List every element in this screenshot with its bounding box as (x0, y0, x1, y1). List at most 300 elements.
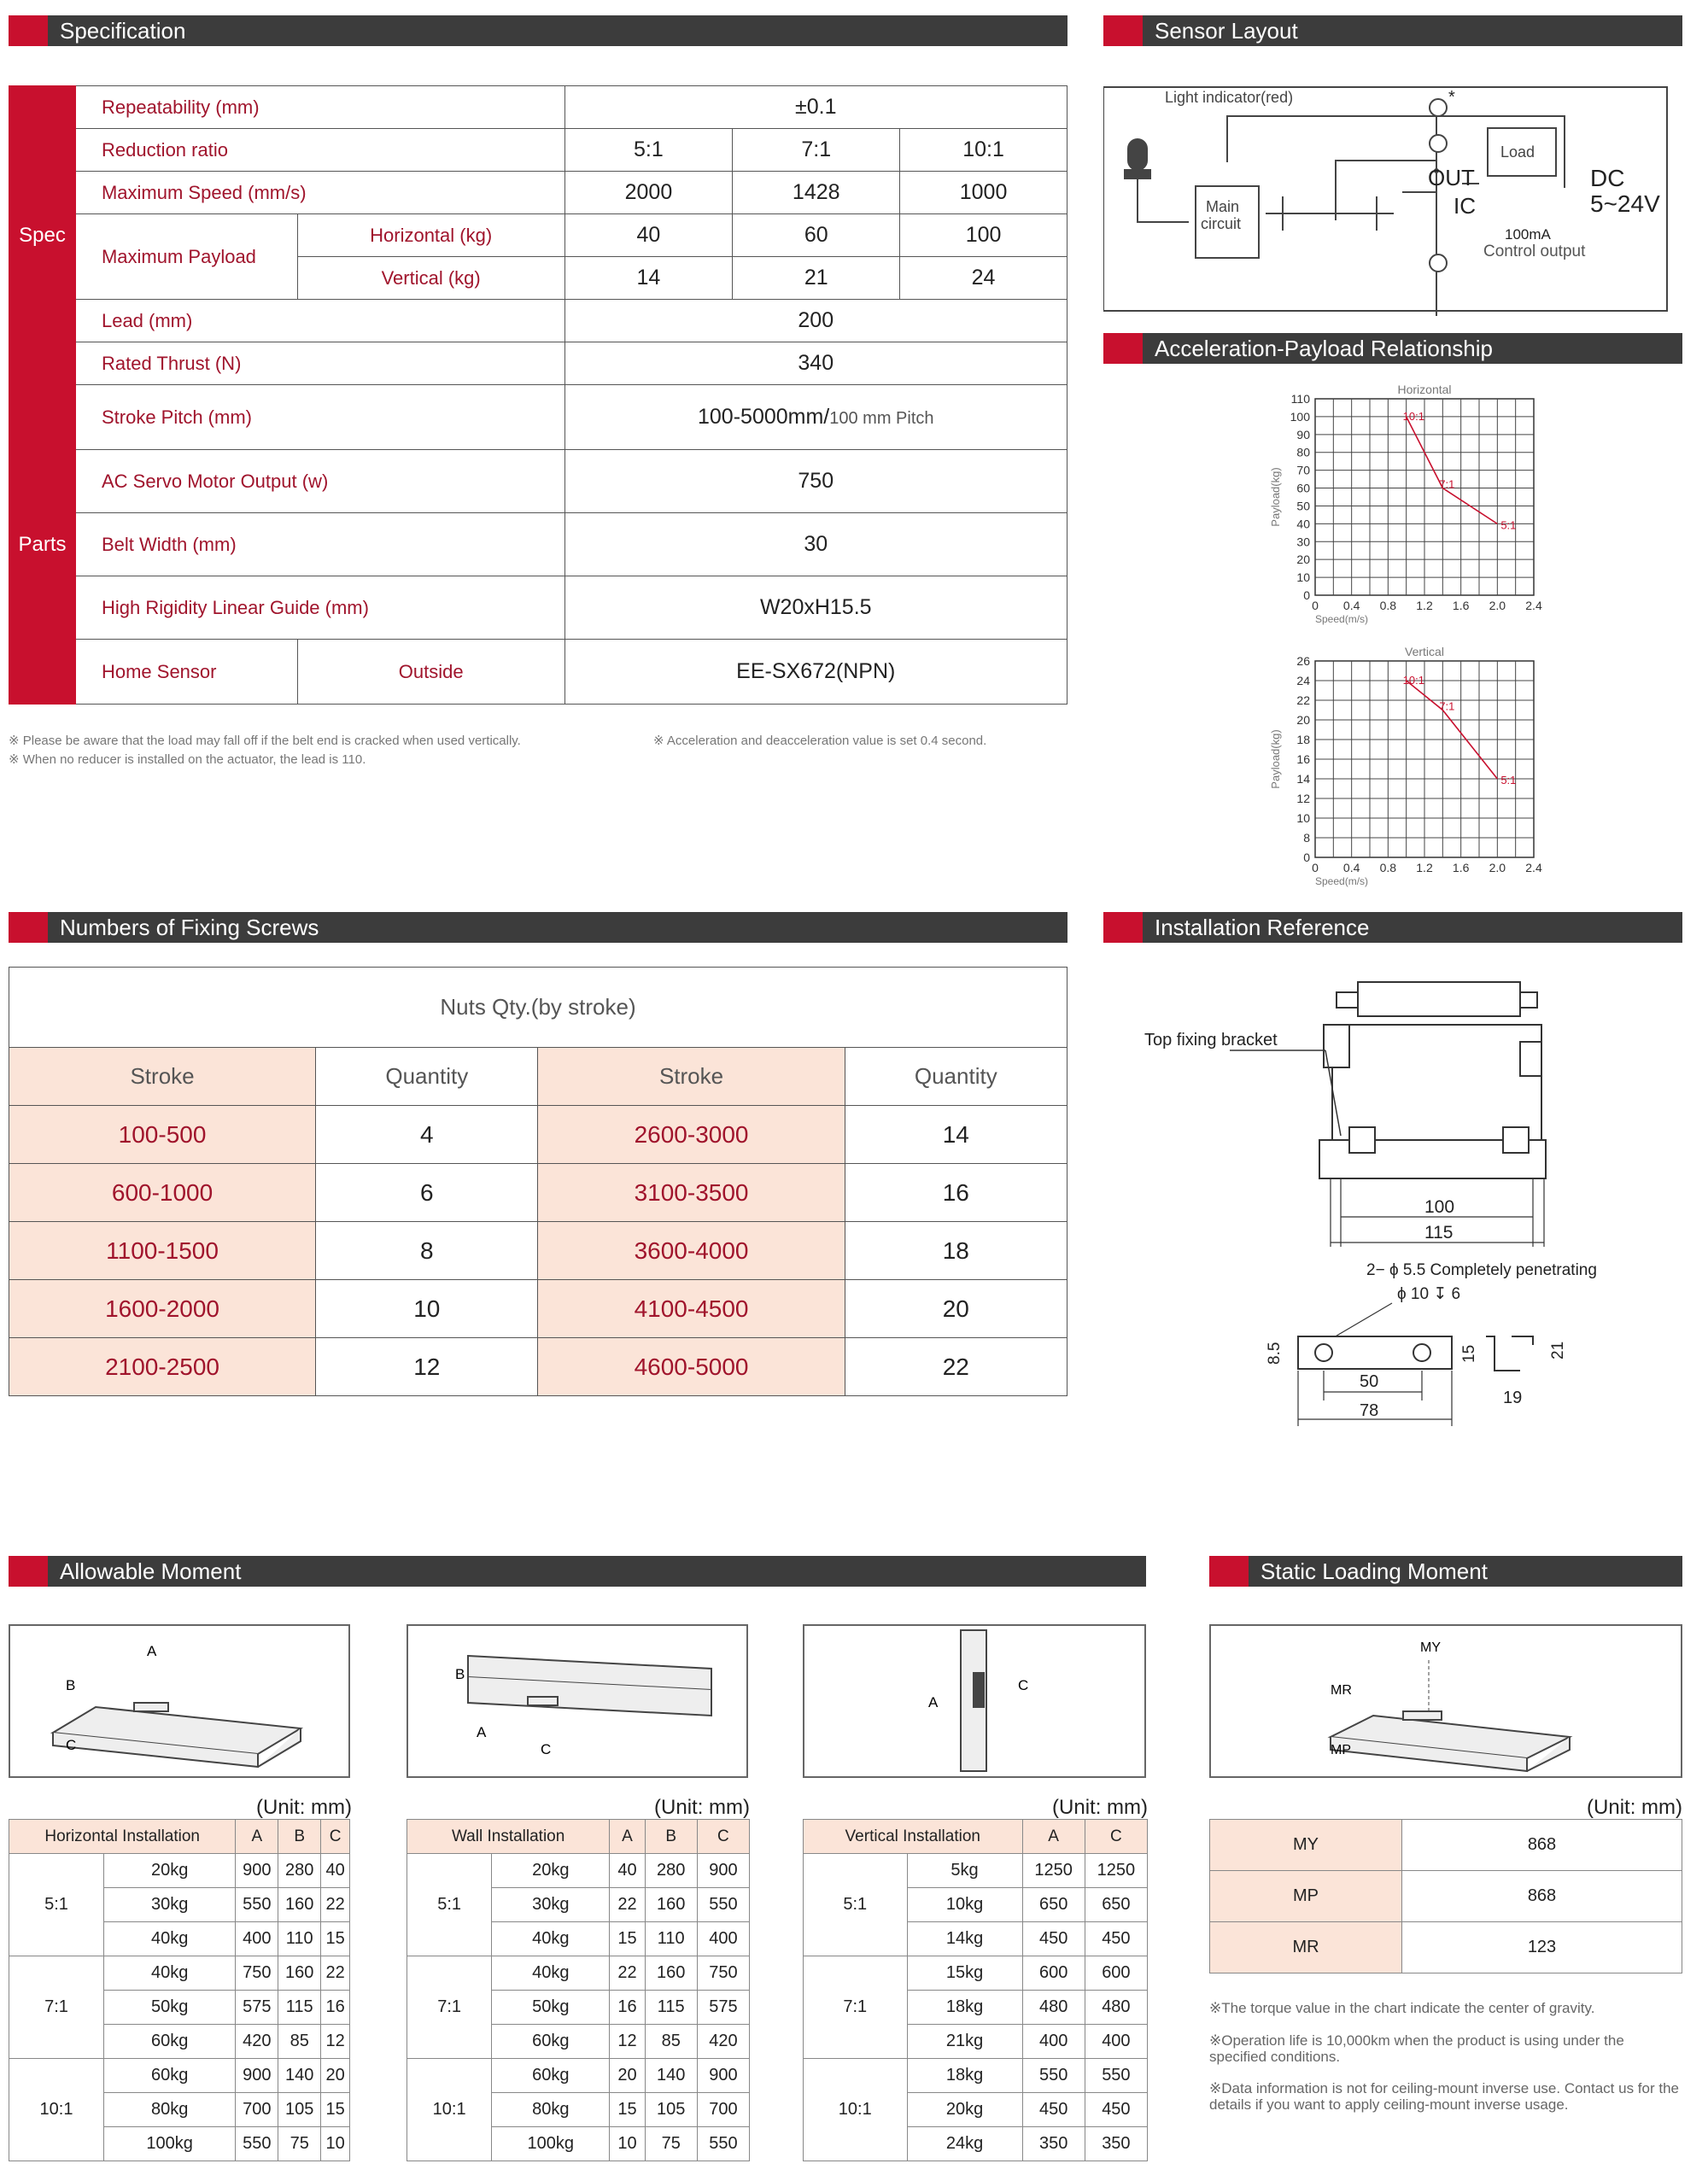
dim-19: 19 (1503, 1389, 1523, 1407)
y-tick-label: 14 (1296, 772, 1310, 786)
dim-78: 78 (1360, 1401, 1379, 1420)
value-cell: 600 (1022, 1956, 1085, 1991)
y-tick-label: 60 (1296, 481, 1310, 495)
y-tick-label: 110 (1290, 392, 1310, 406)
y-tick-label: 80 (1296, 445, 1310, 459)
hole-spec: 2− ϕ 5.5 Completely penetrating (1366, 1261, 1597, 1279)
qty-cell: 14 (845, 1106, 1067, 1164)
value-cell: 40kg (104, 1922, 236, 1956)
value-cell: 30kg (104, 1888, 236, 1922)
value-cell: 16 (610, 1991, 645, 2025)
spec-category: Spec (9, 86, 76, 385)
axis-a-label: A (147, 1643, 157, 1659)
y-tick-label: 50 (1296, 499, 1310, 513)
stroke-cell: 100-500 (9, 1106, 316, 1164)
unit-label: (Unit: mm) (654, 1796, 750, 1819)
x-tick-label: 2.0 (1489, 861, 1506, 874)
value-cell: 900 (697, 1854, 749, 1888)
value-cell: 80kg (104, 2093, 236, 2127)
y-tick-label: 70 (1296, 463, 1310, 477)
y-tick-label: 20 (1296, 713, 1310, 727)
qty-cell: 4 (316, 1106, 538, 1164)
value-cell: 110 (278, 1922, 321, 1956)
value-cell: 50kg (492, 1991, 610, 2025)
belt-label: Belt Width (mm) (75, 513, 564, 576)
allowable-header: Allowable Moment (9, 1556, 1146, 1587)
screws-table (9, 967, 1068, 1396)
y-tick-label: 0 (1303, 851, 1310, 864)
value-cell: 700 (236, 2093, 278, 2127)
axis-c-label: C (66, 1737, 77, 1753)
value-cell: 550 (1022, 2059, 1085, 2093)
payload-label: Maximum Payload (75, 214, 297, 300)
value-cell: 20kg (104, 1854, 236, 1888)
point-label: 5:1 (1500, 518, 1517, 532)
spec-note-3: ※ Acceleration and deacceleration value is set 0.4 second. (653, 734, 987, 748)
static-header: Static Loading Moment (1209, 1556, 1682, 1587)
moment-value: 123 (1402, 1922, 1682, 1973)
value-cell: 450 (1085, 2093, 1147, 2127)
value-cell: 140 (645, 2059, 697, 2093)
stroke-header: Stroke (9, 1048, 316, 1106)
screws-caption: Nuts Qty.(by stroke) (9, 968, 1068, 1048)
value-cell: 75 (645, 2127, 697, 2161)
qty-header: Quantity (845, 1048, 1067, 1106)
value-cell: 550 (236, 1888, 278, 1922)
install-type: Vertical Installation (804, 1820, 1023, 1854)
spec-header: Specification (9, 15, 1068, 46)
motor-value: 750 (564, 450, 1067, 513)
value-cell: 18kg (907, 2059, 1022, 2093)
spec-table (9, 85, 1068, 705)
y-tick-label: 24 (1296, 674, 1310, 687)
moment-key: MY (1210, 1820, 1402, 1871)
static-moment-table (1209, 1819, 1682, 1973)
x-tick-label: 1.6 (1452, 599, 1470, 612)
value-cell: 650 (1022, 1888, 1085, 1922)
qty-cell: 8 (316, 1222, 538, 1280)
stroke-cell: 3600-4000 (538, 1222, 845, 1280)
dim-21: 21 (1549, 1341, 1567, 1359)
ratio-value: 10:1 (900, 129, 1068, 172)
y-tick-label: 26 (1296, 654, 1310, 668)
x-tick-label: 2.0 (1489, 599, 1506, 612)
screws-row (9, 1280, 1068, 1338)
series-line (1407, 681, 1498, 779)
value-cell: 40kg (104, 1956, 236, 1991)
home-value: EE-SX672(NPN) (564, 640, 1067, 705)
axis-b-label: B (455, 1666, 465, 1682)
qty-cell: 18 (845, 1222, 1067, 1280)
dc-label: DC (1590, 165, 1625, 191)
circuit-label: circuit (1201, 215, 1242, 232)
screws-row (9, 1164, 1068, 1222)
static-note-1: ※The torque value in the chart indicate the center of gravity. (1209, 2000, 1595, 2016)
stroke-cell: 1600-2000 (9, 1280, 316, 1338)
main-label: Main (1206, 198, 1240, 215)
value-cell: 450 (1085, 1922, 1147, 1956)
value-cell: 160 (645, 1888, 697, 1922)
point-label: 7:1 (1439, 699, 1455, 713)
load-label: Load (1500, 143, 1535, 161)
screws-row (9, 1222, 1068, 1280)
value-cell: 400 (1022, 2025, 1085, 2059)
horizontal-moment-table (9, 1819, 350, 2161)
value-cell: 20kg (907, 2093, 1022, 2127)
value-cell: 550 (697, 1888, 749, 1922)
ratio-cell: 10:1 (9, 2059, 104, 2161)
value-cell: 750 (236, 1956, 278, 1991)
dim-15: 15 (1460, 1344, 1478, 1363)
stroke-cell: 1100-1500 (9, 1222, 316, 1280)
table-row (804, 1854, 1148, 1888)
col-header: A (610, 1820, 645, 1854)
table-row (1210, 1820, 1682, 1871)
x-axis-label: Speed(m/s) (1315, 875, 1369, 887)
speed-value: 2000 (564, 172, 733, 214)
stroke-cell: 4600-5000 (538, 1338, 845, 1396)
horizontal-figure (9, 1624, 350, 1778)
value-cell: 15 (610, 2093, 645, 2127)
value-cell: 575 (697, 1991, 749, 2025)
value-cell: 280 (645, 1854, 697, 1888)
value-cell: 14kg (907, 1922, 1022, 1956)
axis-a-label: A (928, 1694, 939, 1710)
point-label: 7:1 (1439, 477, 1455, 491)
light-indicator-label: Light indicator(red) (1165, 89, 1294, 106)
x-tick-label: 0.8 (1379, 861, 1397, 874)
x-tick-label: 0.4 (1342, 599, 1360, 612)
col-header: C (1085, 1820, 1147, 1854)
vertical-chart (1255, 642, 1546, 898)
value-cell: 22 (610, 1956, 645, 1991)
value-cell: 10kg (907, 1888, 1022, 1922)
y-tick-label: 30 (1296, 535, 1310, 549)
ratio-cell: 10:1 (407, 2059, 492, 2161)
value-cell: 105 (278, 2093, 321, 2127)
value-cell: 750 (697, 1956, 749, 1991)
table-row (9, 1956, 350, 1991)
value-cell: 575 (236, 1991, 278, 2025)
lead-label: Lead (mm) (75, 300, 564, 342)
value-cell: 15kg (907, 1956, 1022, 1991)
motor-label: AC Servo Motor Output (w) (75, 450, 564, 513)
value-cell: 350 (1022, 2127, 1085, 2161)
ratio-cell: 10:1 (804, 2059, 908, 2161)
stroke-header: Stroke (538, 1048, 845, 1106)
point-label: 10:1 (1402, 409, 1424, 423)
repeat-value: ±0.1 (564, 86, 1067, 129)
star-mark: * (1448, 88, 1455, 107)
qty-cell: 22 (845, 1338, 1067, 1396)
y-tick-label: 40 (1296, 517, 1310, 531)
value-cell: 60kg (104, 2025, 236, 2059)
value-cell: 115 (278, 1991, 321, 2025)
value-cell: 85 (278, 2025, 321, 2059)
table-row (9, 2059, 350, 2093)
value-cell: 160 (278, 1888, 321, 1922)
install-header: Installation Reference (1103, 912, 1682, 943)
control-output-label: Control output (1483, 243, 1586, 260)
table-row (407, 2059, 750, 2093)
x-tick-label: 0.8 (1379, 599, 1397, 612)
x-tick-label: 1.2 (1416, 861, 1433, 874)
qty-cell: 20 (845, 1280, 1067, 1338)
qty-cell: 6 (316, 1164, 538, 1222)
table-row (1210, 1922, 1682, 1973)
value-cell: 900 (236, 2059, 278, 2093)
axis-c-label: C (1018, 1677, 1029, 1693)
screws-header: Numbers of Fixing Screws (9, 912, 1068, 943)
value-cell: 480 (1022, 1991, 1085, 2025)
value-cell: 420 (236, 2025, 278, 2059)
dim-115: 115 (1424, 1223, 1454, 1243)
vertical-moment-table (803, 1819, 1148, 2161)
value-cell: 5kg (907, 1854, 1022, 1888)
moment-key: MP (1210, 1871, 1402, 1922)
installation-drawing (1144, 974, 1682, 1435)
thrust-value: 340 (564, 342, 1067, 385)
value-cell: 60kg (104, 2059, 236, 2093)
voltage-label: 5~24V (1590, 190, 1660, 217)
install-type: Horizontal Installation (9, 1820, 236, 1854)
axis-a-label: A (477, 1724, 487, 1740)
wall-moment-table (407, 1819, 750, 2161)
value-cell: 1250 (1022, 1854, 1085, 1888)
spec-note-2: ※ When no reducer is installed on the actuator, the lead is 110. (9, 752, 366, 767)
value-cell: 22 (610, 1888, 645, 1922)
horiz-label: Horizontal (kg) (297, 214, 564, 257)
unit-label: (Unit: mm) (1587, 1796, 1682, 1819)
value-cell: 400 (1085, 2025, 1147, 2059)
value-cell: 420 (697, 2025, 749, 2059)
y-tick-label: 16 (1296, 752, 1310, 766)
value-cell: 700 (697, 2093, 749, 2127)
guide-label: High Rigidity Linear Guide (mm) (75, 576, 564, 640)
point-label: 5:1 (1500, 774, 1517, 786)
value-cell: 900 (697, 2059, 749, 2093)
sensor-header: Sensor Layout (1103, 15, 1682, 46)
thrust-label: Rated Thrust (N) (75, 342, 564, 385)
value-cell: 105 (645, 2093, 697, 2127)
table-row (9, 1854, 350, 1888)
col-header: A (1022, 1820, 1085, 1854)
dim-100: 100 (1424, 1197, 1455, 1217)
value-cell: 60kg (492, 2059, 610, 2093)
vert-value: 24 (900, 257, 1068, 300)
stroke-value: 100-5000mm/100 mm Pitch (564, 385, 1067, 450)
stroke-cell: 4100-4500 (538, 1280, 845, 1338)
value-cell: 1250 (1085, 1854, 1147, 1888)
point-label: 10:1 (1402, 674, 1424, 687)
vert-value: 14 (564, 257, 733, 300)
axis-c-label: C (541, 1741, 552, 1757)
value-cell: 15 (610, 1922, 645, 1956)
value-cell: 100kg (104, 2127, 236, 2161)
x-tick-label: 1.2 (1416, 599, 1433, 612)
x-tick-label: 1.6 (1452, 861, 1470, 874)
value-cell: 75 (278, 2127, 321, 2161)
value-cell: 30kg (492, 1888, 610, 1922)
table-row (1210, 1871, 1682, 1922)
value-cell: 12 (321, 2025, 350, 2059)
y-tick-label: 12 (1296, 792, 1310, 805)
stroke-cell: 2100-2500 (9, 1338, 316, 1396)
value-cell: 600 (1085, 1956, 1147, 1991)
lead-value: 200 (564, 300, 1067, 342)
horiz-value: 40 (564, 214, 733, 257)
col-header: C (697, 1820, 749, 1854)
value-cell: 550 (236, 2127, 278, 2161)
guide-value: W20xH15.5 (564, 576, 1067, 640)
value-cell: 480 (1085, 1991, 1147, 2025)
value-cell: 450 (1022, 1922, 1085, 1956)
install-type: Wall Installation (407, 1820, 610, 1854)
ratio-value: 5:1 (564, 129, 733, 172)
vert-value: 21 (733, 257, 900, 300)
col-header: B (645, 1820, 697, 1854)
table-row (407, 1956, 750, 1991)
speed-value: 1000 (900, 172, 1068, 214)
value-cell: 900 (236, 1854, 278, 1888)
value-cell: 100kg (492, 2127, 610, 2161)
qty-cell: 12 (316, 1338, 538, 1396)
unit-label: (Unit: mm) (256, 1796, 352, 1819)
value-cell: 12 (610, 2025, 645, 2059)
axis-b-label: B (66, 1677, 76, 1693)
value-cell: 20 (321, 2059, 350, 2093)
value-cell: 110 (645, 1922, 697, 1956)
moment-value: 868 (1402, 1871, 1682, 1922)
horiz-value: 100 (900, 214, 1068, 257)
y-tick-label: 18 (1296, 733, 1310, 746)
table-row (804, 1956, 1148, 1991)
out-label: OUT (1428, 165, 1475, 190)
value-cell: 400 (697, 1922, 749, 1956)
dim-50: 50 (1360, 1372, 1379, 1391)
value-cell: 20 (610, 2059, 645, 2093)
static-note-2: ※Operation life is 10,000km when the product is using under the specified conditions. (1209, 2032, 1624, 2065)
x-tick-label: 0.4 (1342, 861, 1360, 874)
home-label: Home Sensor (75, 640, 297, 705)
value-cell: 160 (278, 1956, 321, 1991)
ratio-cell: 7:1 (9, 1956, 104, 2059)
qty-cell: 10 (316, 1280, 538, 1338)
dim-8-5: 8.5 (1266, 1342, 1284, 1365)
y-tick-label: 90 (1296, 427, 1310, 441)
parts-category: Parts (9, 385, 76, 705)
value-cell: 21kg (907, 2025, 1022, 2059)
qty-cell: 16 (845, 1164, 1067, 1222)
y-tick-label: 100 (1290, 409, 1310, 424)
my-axis-label: MY (1420, 1640, 1441, 1655)
belt-value: 30 (564, 513, 1067, 576)
counterbore-spec: ϕ 10 ↧ 6 (1397, 1285, 1461, 1303)
value-cell: 350 (1085, 2127, 1147, 2161)
x-tick-label: 0 (1312, 861, 1319, 874)
y-axis-label: Payload(kg) (1269, 729, 1282, 789)
value-cell: 550 (1085, 2059, 1147, 2093)
value-cell: 24kg (907, 2127, 1022, 2161)
table-row (407, 1854, 750, 1888)
ratio-cell: 7:1 (804, 1956, 908, 2059)
value-cell: 15 (321, 2093, 350, 2127)
static-figure (1209, 1624, 1682, 1778)
ic-label: IC (1454, 193, 1476, 219)
speed-value: 1428 (733, 172, 900, 214)
y-tick-label: 10 (1296, 811, 1310, 825)
x-tick-label: 2.4 (1525, 599, 1542, 612)
value-cell: 22 (321, 1956, 350, 1991)
value-cell: 18kg (907, 1991, 1022, 2025)
chart-title: Horizontal (1397, 383, 1452, 396)
x-tick-label: 2.4 (1525, 861, 1542, 874)
col-header: B (278, 1820, 321, 1854)
value-cell: 450 (1022, 2093, 1085, 2127)
stroke-label: Stroke Pitch (mm) (75, 385, 564, 450)
value-cell: 80kg (492, 2093, 610, 2127)
value-cell: 40kg (492, 1922, 610, 1956)
value-cell: 40 (321, 1854, 350, 1888)
value-cell: 550 (697, 2127, 749, 2161)
value-cell: 650 (1085, 1888, 1147, 1922)
ratio-cell: 7:1 (407, 1956, 492, 2059)
value-cell: 20kg (492, 1854, 610, 1888)
repeat-label: Repeatability (mm) (75, 86, 564, 129)
y-tick-label: 20 (1296, 553, 1310, 567)
chart-title: Vertical (1405, 645, 1444, 658)
col-header: C (321, 1820, 350, 1854)
vert-label: Vertical (kg) (297, 257, 564, 300)
x-axis-label: Speed(m/s) (1315, 613, 1369, 625)
sensor-diagram (1103, 77, 1701, 316)
value-cell: 15 (321, 1922, 350, 1956)
qty-header: Quantity (316, 1048, 538, 1106)
value-cell: 280 (278, 1854, 321, 1888)
horizontal-chart (1255, 380, 1546, 636)
moment-value: 868 (1402, 1820, 1682, 1871)
value-cell: 60kg (492, 2025, 610, 2059)
accel-header: Acceleration-Payload Relationship (1103, 333, 1682, 364)
y-tick-label: 10 (1296, 570, 1310, 585)
screws-row (9, 1106, 1068, 1164)
y-tick-label: 8 (1303, 831, 1310, 845)
current-label: 100mA (1505, 226, 1551, 243)
value-cell: 400 (236, 1922, 278, 1956)
table-row (804, 2059, 1148, 2093)
value-cell: 160 (645, 1956, 697, 1991)
ratio-label: Reduction ratio (75, 129, 564, 172)
vertical-figure (803, 1624, 1146, 1778)
stroke-cell: 2600-3000 (538, 1106, 845, 1164)
mr-axis-label: MR (1331, 1683, 1352, 1698)
value-cell: 10 (610, 2127, 645, 2161)
horiz-value: 60 (733, 214, 900, 257)
value-cell: 85 (645, 2025, 697, 2059)
screws-row (9, 1338, 1068, 1396)
col-header: A (236, 1820, 278, 1854)
value-cell: 140 (278, 2059, 321, 2093)
speed-label: Maximum Speed (mm/s) (75, 172, 564, 214)
value-cell: 10 (321, 2127, 350, 2161)
mp-axis-label: MP (1331, 1743, 1351, 1757)
y-tick-label: 0 (1303, 588, 1310, 602)
stroke-cell: 600-1000 (9, 1164, 316, 1222)
value-cell: 40 (610, 1854, 645, 1888)
y-axis-label: Payload(kg) (1269, 467, 1282, 527)
unit-label: (Unit: mm) (1052, 1796, 1148, 1819)
ratio-value: 7:1 (733, 129, 900, 172)
